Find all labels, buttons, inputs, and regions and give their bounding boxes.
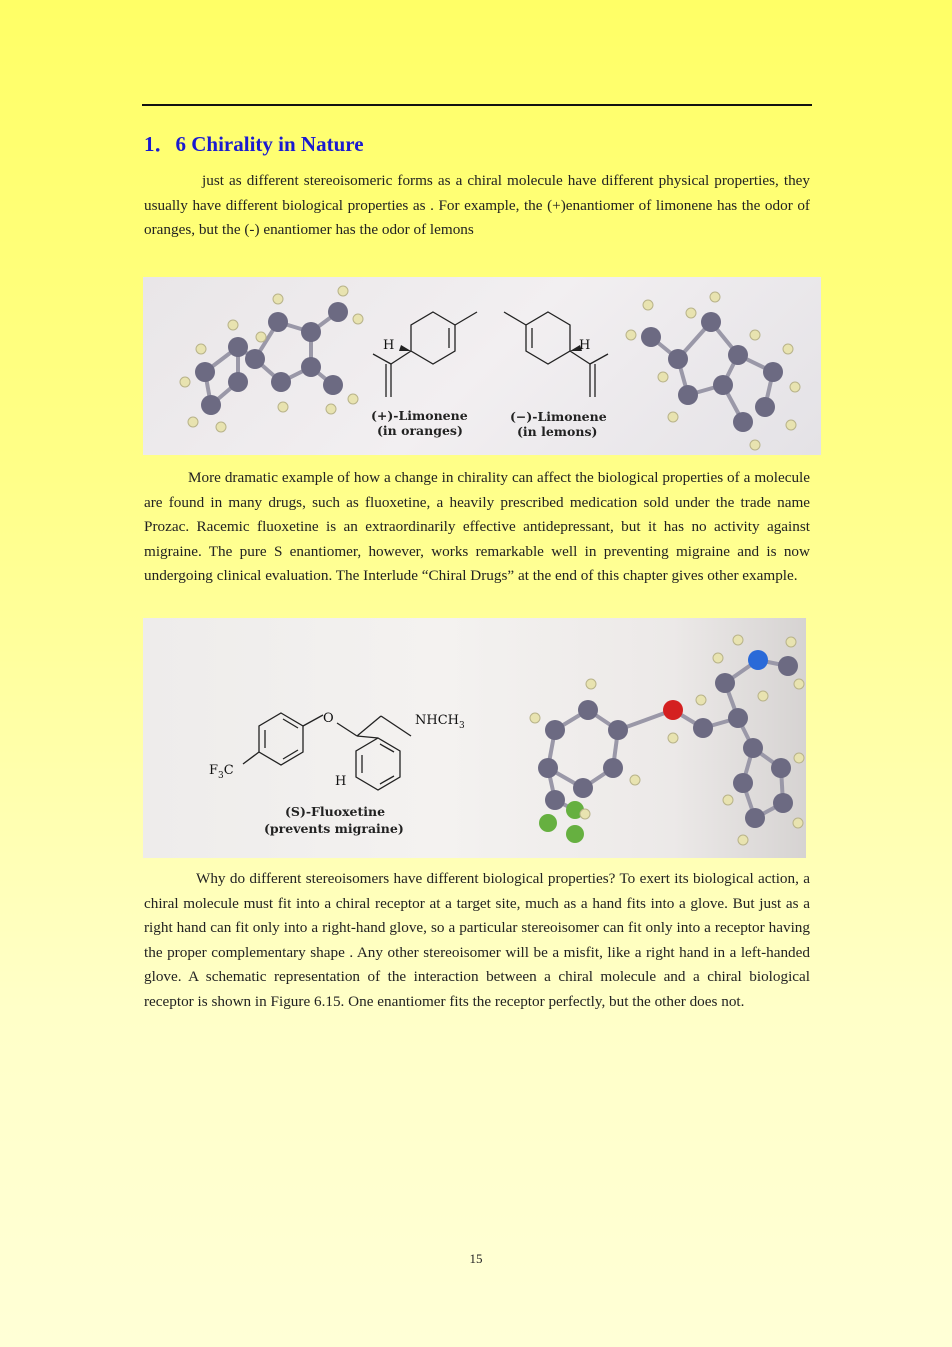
caption-in-lemons: (in lemons)	[517, 424, 598, 439]
section-heading: 1．6 Chirality in Nature	[144, 132, 364, 156]
paragraph-3: Why do different stereoisomers have different biological properties? To exert its biological action, a chiral molecule must fit into a chiral receptor at a target site, much as a hand fits into a glove. But just as a right hand can fit only into a right-hand glove, so a particular stereoisomer can fit only into a receptor having the proper complementary shape . Any other stereoisomer will be a misfit, like a right hand in a left-handed glove. A schematic representation of the interaction between a chiral molecule and a chiral biological receptor is shown in Figure 6.15. One enantiomer fits the receptor perfectly, but the other does not.	[144, 870, 810, 1010]
caption-plus-limonene: (+)-Limonene	[371, 408, 468, 423]
h-label-left: H	[383, 338, 395, 353]
h-label-right: H	[579, 338, 591, 353]
fluoxetine-svg	[143, 618, 806, 858]
limonene-structure-left	[373, 312, 477, 397]
paragraph-2: More dramatic example of how a change in chirality can affect the biological properties of a molecule are found in many drugs, such as fluoxetine, a heavily prescribed medication sold under the trade name Prozac. Racemic fluoxetine is an extraordinarily effective antidepressant, but it has no activity against migraine. The pure S enantiomer, however, works remarkable well in preventing migraine and is now undergoing clinical evaluation. The Interlude “Chiral Drugs” at the end of this chapter gives other example.	[144, 469, 810, 585]
limonene-structure-right	[504, 312, 608, 397]
fluoxetine-figure	[143, 618, 806, 858]
nitrogen-atom	[748, 650, 768, 670]
caption-prevents-migraine: (prevents migraine)	[264, 821, 404, 836]
header-rule	[142, 104, 812, 106]
aryl-bond	[357, 736, 378, 738]
nhch3-label: $NHCH_3$	[415, 713, 465, 731]
limonene-svg	[143, 277, 821, 455]
h-label: H	[335, 774, 347, 789]
oxygen-atom	[663, 700, 683, 720]
carbon-atoms-left	[195, 302, 348, 415]
page-number: 15	[469, 1251, 483, 1266]
cf3-label: $F_3C$	[209, 763, 234, 781]
wedge-bond-left	[399, 345, 411, 351]
caption-s-fluoxetine: (S)-Fluoxetine	[285, 804, 386, 819]
paragraph-1: just as different stereoisomeric forms as a chiral molecule have different physical properties, they usually have different biological properties as . For example, the (+)enantiomer of limonene has the odor of oranges, but the (-) enantiomer has the odor of lemons	[144, 172, 810, 239]
caption-minus-limonene: (−)-Limonene	[510, 409, 607, 424]
o-label: O	[323, 711, 334, 726]
caption-in-oranges: (in oranges)	[377, 423, 463, 438]
limonene-figure	[143, 277, 821, 455]
